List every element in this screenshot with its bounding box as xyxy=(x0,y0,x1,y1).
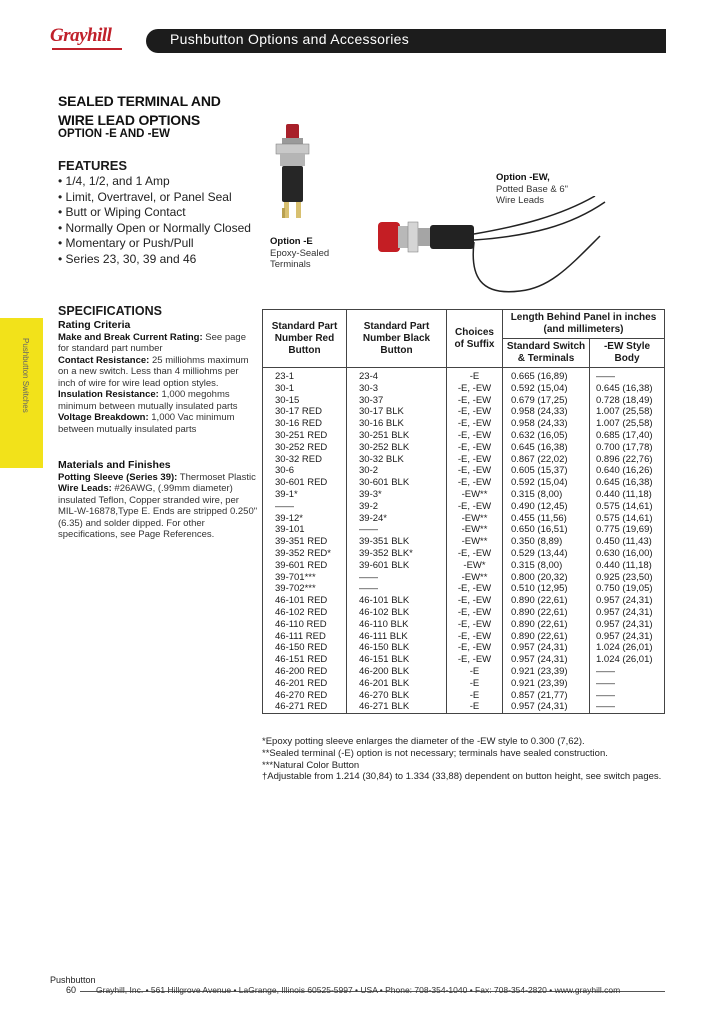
cell-suffix: -EW** xyxy=(447,536,503,548)
cell-ew-length: 0.645 (16,38) xyxy=(590,477,665,489)
cell-red-part: 46-110 RED xyxy=(263,619,347,631)
cell-red-part: 30-6 xyxy=(263,465,347,477)
option-ew-caption xyxy=(496,172,568,207)
cell-suffix: -EW** xyxy=(447,489,503,501)
spec-text: 1,000 megohms minimum between mutually insulated parts xyxy=(58,389,238,412)
cell-suffix: -E, -EW xyxy=(447,619,503,631)
cell-suffix: -E, -EW xyxy=(447,595,503,607)
table-row xyxy=(263,383,665,395)
cell-red-part: 30-32 RED xyxy=(263,454,347,466)
cell-black-part: 30-32 BLK xyxy=(347,454,447,466)
rating-criteria-heading: Rating Criteria xyxy=(58,319,131,331)
cell-suffix: -E xyxy=(447,678,503,690)
col-std-switch: Standard Switch & Terminals xyxy=(503,339,590,368)
table-row xyxy=(263,489,665,501)
cell-ew-length: 0.957 (24,31) xyxy=(590,607,665,619)
option-e-caption xyxy=(270,236,329,271)
spec-label: Voltage Breakdown: xyxy=(58,412,149,423)
cell-red-part: —— xyxy=(263,501,347,513)
cell-black-part: —— xyxy=(347,524,447,536)
page-subtitle: OPTION -E AND -EW xyxy=(58,128,171,140)
cell-suffix: -E, -EW xyxy=(447,642,503,654)
logo-underline xyxy=(52,48,122,50)
cell-std-length: 0.921 (23,39) xyxy=(503,678,590,690)
cell-suffix: -E xyxy=(447,368,503,383)
cell-std-length: 0.529 (13,44) xyxy=(503,548,590,560)
table-row xyxy=(263,666,665,678)
cell-std-length: 0.665 (16,89) xyxy=(503,368,590,383)
cell-std-length: 0.957 (24,31) xyxy=(503,701,590,713)
cell-ew-length: 0.575 (14,61) xyxy=(590,513,665,525)
cell-ew-length: 1.024 (26,01) xyxy=(590,642,665,654)
table-row xyxy=(263,560,665,572)
table-row xyxy=(263,536,665,548)
cell-suffix: -E xyxy=(447,701,503,713)
cell-ew-length: 1.007 (25,58) xyxy=(590,406,665,418)
table-row xyxy=(263,465,665,477)
footer-page-number: 60 xyxy=(66,985,77,995)
table-row xyxy=(263,477,665,489)
feature-item: • 1/4, 1/2, and 1 Amp xyxy=(58,174,251,190)
cell-std-length: 0.490 (12,45) xyxy=(503,501,590,513)
cell-suffix: -E, -EW xyxy=(447,583,503,595)
cell-std-length: 0.350 (8,89) xyxy=(503,536,590,548)
cell-ew-length: 0.925 (23,50) xyxy=(590,572,665,584)
features-list xyxy=(58,174,251,267)
table-row xyxy=(263,572,665,584)
side-tab-label: Pushbutton Switches xyxy=(21,338,30,413)
cell-ew-length: 0.685 (17,40) xyxy=(590,430,665,442)
cell-ew-length: 0.957 (24,31) xyxy=(590,595,665,607)
cell-red-part: 39-701*** xyxy=(263,572,347,584)
cell-black-part: 46-271 BLK xyxy=(347,701,447,713)
cell-std-length: 0.958 (24,33) xyxy=(503,418,590,430)
cell-std-length: 0.890 (22,61) xyxy=(503,607,590,619)
table-row xyxy=(263,442,665,454)
spec-label: Contact Resistance: xyxy=(58,354,150,366)
material-item xyxy=(58,472,258,484)
material-item xyxy=(58,483,258,541)
cell-std-length: 0.679 (17,25) xyxy=(503,395,590,407)
cell-suffix: -EW* xyxy=(447,560,503,572)
cell-std-length: 0.890 (22,61) xyxy=(503,595,590,607)
table-row xyxy=(263,631,665,643)
cell-ew-length: —— xyxy=(590,678,665,690)
cell-ew-length: 0.440 (11,18) xyxy=(590,560,665,572)
spec-item xyxy=(58,332,258,355)
cell-ew-length: —— xyxy=(590,368,665,383)
table-row xyxy=(263,690,665,702)
feature-item: • Butt or Wiping Contact xyxy=(58,205,251,221)
footnote: †Adjustable from 1.214 (30,84) to 1.334 (33,88) dependent on button height, see switch pages. xyxy=(262,771,662,783)
col-choices: Choices of Suffix xyxy=(447,310,503,368)
cell-ew-length: —— xyxy=(590,701,665,713)
cell-black-part: 30-601 BLK xyxy=(347,477,447,489)
cell-black-part: 46-201 BLK xyxy=(347,678,447,690)
cell-std-length: 0.958 (24,33) xyxy=(503,406,590,418)
page-title xyxy=(58,92,221,130)
cell-black-part: 30-17 BLK xyxy=(347,406,447,418)
cell-std-length: 0.605 (15,37) xyxy=(503,465,590,477)
cell-suffix: -E, -EW xyxy=(447,477,503,489)
cell-black-part: 30-37 xyxy=(347,395,447,407)
cell-suffix: -E, -EW xyxy=(447,501,503,513)
cell-suffix: -E, -EW xyxy=(447,654,503,666)
grayhill-logo: Grayhill xyxy=(50,25,112,46)
spec-item xyxy=(58,412,258,435)
spec-label: Make and Break Current Rating: xyxy=(58,331,203,343)
cell-suffix: -E, -EW xyxy=(447,465,503,477)
cell-ew-length: 0.957 (24,31) xyxy=(590,619,665,631)
cell-std-length: 0.957 (24,31) xyxy=(503,642,590,654)
cell-red-part: 39-1* xyxy=(263,489,347,501)
table-row xyxy=(263,418,665,430)
cell-suffix: -E, -EW xyxy=(447,454,503,466)
table-row xyxy=(263,395,665,407)
cell-red-part: 46-270 RED xyxy=(263,690,347,702)
spec-label: Insulation Resistance: xyxy=(58,389,159,400)
cell-red-part: 46-151 RED xyxy=(263,654,347,666)
cell-suffix: -E, -EW xyxy=(447,418,503,430)
cell-ew-length: 0.896 (22,76) xyxy=(590,454,665,466)
table-row xyxy=(263,701,665,713)
table-row xyxy=(263,595,665,607)
table-row xyxy=(263,583,665,595)
spec-item xyxy=(58,389,258,412)
cell-ew-length: 0.957 (24,31) xyxy=(590,631,665,643)
cell-black-part: 46-102 BLK xyxy=(347,607,447,619)
option-e-label: Option -E xyxy=(270,236,313,247)
cell-suffix: -E, -EW xyxy=(447,548,503,560)
cell-red-part: 30-601 RED xyxy=(263,477,347,489)
rating-criteria-block xyxy=(58,320,258,435)
feature-item: • Limit, Overtravel, or Panel Seal xyxy=(58,190,251,206)
table-row xyxy=(263,607,665,619)
cell-red-part: 46-101 RED xyxy=(263,595,347,607)
cell-black-part: 39-601 BLK xyxy=(347,560,447,572)
features-heading: FEATURES xyxy=(58,158,128,173)
option-ew-desc-1: Potted Base & 6" xyxy=(496,183,569,195)
cell-std-length: 0.315 (8,00) xyxy=(503,489,590,501)
materials-heading: Materials and Finishes xyxy=(58,459,171,471)
cell-suffix: -E, -EW xyxy=(447,631,503,643)
cell-ew-length: 1.024 (26,01) xyxy=(590,654,665,666)
cell-red-part: 46-201 RED xyxy=(263,678,347,690)
cell-black-part: 30-3 xyxy=(347,383,447,395)
footer-category: Pushbutton xyxy=(50,975,96,985)
cell-black-part: 46-111 BLK xyxy=(347,631,447,643)
cell-ew-length: 0.450 (11,43) xyxy=(590,536,665,548)
cell-black-part: 46-151 BLK xyxy=(347,654,447,666)
spec-text: 1,000 Vac minimum between mutually insulated parts xyxy=(58,412,235,435)
cell-std-length: 0.315 (8,00) xyxy=(503,560,590,572)
cell-std-length: 0.957 (24,31) xyxy=(503,654,590,666)
cell-black-part: 39-352 BLK* xyxy=(347,548,447,560)
cell-ew-length: 0.645 (16,38) xyxy=(590,383,665,395)
cell-ew-length: —— xyxy=(590,666,665,678)
cell-ew-length: 0.750 (19,05) xyxy=(590,583,665,595)
table-row xyxy=(263,619,665,631)
cell-red-part: 39-702*** xyxy=(263,583,347,595)
cell-ew-length: 0.630 (16,00) xyxy=(590,548,665,560)
cell-black-part: 30-2 xyxy=(347,465,447,477)
cell-black-part: 30-252 BLK xyxy=(347,442,447,454)
table-row xyxy=(263,524,665,536)
cell-std-length: 0.921 (23,39) xyxy=(503,666,590,678)
table-row xyxy=(263,501,665,513)
part-number-table xyxy=(262,309,665,714)
material-text: #26AWG, (.99mm diameter) insulated Teflon, Copper stranded wire, per MIL-W-16878,Type E. Ends are stripped 0.250" (6.35) and solder dipped. For other specifications, see Page References. xyxy=(58,483,258,540)
cell-red-part: 39-12* xyxy=(263,513,347,525)
cell-suffix: -EW** xyxy=(447,572,503,584)
title-line-1: SEALED TERMINAL AND xyxy=(58,93,221,109)
col-length: Length Behind Panel in inches (and millimeters) xyxy=(503,310,665,339)
cell-suffix: -E, -EW xyxy=(447,442,503,454)
feature-item: • Momentary or Push/Pull xyxy=(58,236,251,252)
cell-ew-length: 0.575 (14,61) xyxy=(590,501,665,513)
feature-item: • Series 23, 30, 39 and 46 xyxy=(58,252,251,268)
cell-black-part: 46-270 BLK xyxy=(347,690,447,702)
col-std-blk: Standard Part Number Black Button xyxy=(347,310,447,368)
cell-suffix: -E, -EW xyxy=(447,607,503,619)
cell-ew-length: —— xyxy=(590,690,665,702)
specifications-heading: SPECIFICATIONS xyxy=(58,304,162,318)
cell-red-part: 39-352 RED* xyxy=(263,548,347,560)
table-row xyxy=(263,454,665,466)
table-footnotes xyxy=(262,736,661,783)
cell-black-part: 23-4 xyxy=(347,368,447,383)
cell-std-length: 0.857 (21,77) xyxy=(503,690,590,702)
cell-black-part: 46-150 BLK xyxy=(347,642,447,654)
cell-red-part: 39-601 RED xyxy=(263,560,347,572)
cell-suffix: -EW** xyxy=(447,524,503,536)
cell-black-part: 46-110 BLK xyxy=(347,619,447,631)
table-row xyxy=(263,654,665,666)
cell-std-length: 0.592 (15,04) xyxy=(503,477,590,489)
cell-red-part: 46-111 RED xyxy=(263,631,347,643)
cell-ew-length: 0.700 (17,78) xyxy=(590,442,665,454)
cell-black-part: 39-3* xyxy=(347,489,447,501)
cell-black-part: 39-351 BLK xyxy=(347,536,447,548)
cell-black-part: —— xyxy=(347,583,447,595)
cell-black-part: 39-2 xyxy=(347,501,447,513)
table-row xyxy=(263,548,665,560)
cell-std-length: 0.455 (11,56) xyxy=(503,513,590,525)
cell-std-length: 0.890 (22,61) xyxy=(503,619,590,631)
table-row xyxy=(263,642,665,654)
spec-text: 25 milliohms maximum on a new switch. Less than 4 milliohms per inch of wire for wire lead option styles. xyxy=(58,354,249,389)
cell-ew-length: 0.728 (18,49) xyxy=(590,395,665,407)
table-row xyxy=(263,406,665,418)
cell-black-part: 39-24* xyxy=(347,513,447,525)
cell-red-part: 30-252 RED xyxy=(263,442,347,454)
cell-std-length: 0.645 (16,38) xyxy=(503,442,590,454)
cell-std-length: 0.510 (12,95) xyxy=(503,583,590,595)
cell-suffix: -EW** xyxy=(447,513,503,525)
cell-red-part: 46-102 RED xyxy=(263,607,347,619)
cell-suffix: -E xyxy=(447,666,503,678)
cell-black-part: 30-16 BLK xyxy=(347,418,447,430)
option-e-desc-2: Terminals xyxy=(270,259,311,270)
cell-red-part: 23-1 xyxy=(263,368,347,383)
cell-ew-length: 1.007 (25,58) xyxy=(590,418,665,430)
cell-std-length: 0.890 (22,61) xyxy=(503,631,590,643)
cell-red-part: 30-251 RED xyxy=(263,430,347,442)
cell-suffix: -E, -EW xyxy=(447,430,503,442)
cell-red-part: 46-150 RED xyxy=(263,642,347,654)
col-std-red: Standard Part Number Red Button xyxy=(263,310,347,368)
page-header-title: Pushbutton Options and Accessories xyxy=(170,31,410,47)
cell-red-part: 30-15 xyxy=(263,395,347,407)
spec-text: See page for standard part number xyxy=(58,331,246,354)
table-row xyxy=(263,678,665,690)
cell-red-part: 39-101 xyxy=(263,524,347,536)
cell-suffix: -E, -EW xyxy=(447,395,503,407)
cell-black-part: 46-200 BLK xyxy=(347,666,447,678)
feature-item: • Normally Open or Normally Closed xyxy=(58,221,251,237)
material-text: Thermoset Plastic xyxy=(179,471,256,483)
cell-red-part: 30-16 RED xyxy=(263,418,347,430)
col-ew-body: -EW Style Body xyxy=(590,339,665,368)
table-row xyxy=(263,368,665,383)
option-ew-label: Option -EW, xyxy=(496,172,550,183)
cell-black-part: 30-251 BLK xyxy=(347,430,447,442)
cell-red-part: 46-271 RED xyxy=(263,701,347,713)
materials-block xyxy=(58,460,258,541)
cell-black-part: —— xyxy=(347,572,447,584)
cell-suffix: -E, -EW xyxy=(447,406,503,418)
footnote: ***Natural Color Button xyxy=(262,759,360,771)
footnote: **Sealed terminal (-E) option is not necessary; terminals have sealed construction. xyxy=(262,747,608,759)
spec-item xyxy=(58,355,258,390)
cell-suffix: -E, -EW xyxy=(447,383,503,395)
cell-black-part: 46-101 BLK xyxy=(347,595,447,607)
cell-ew-length: 0.640 (16,26) xyxy=(590,465,665,477)
material-label: Potting Sleeve (Series 39): xyxy=(58,471,178,483)
cell-red-part: 30-17 RED xyxy=(263,406,347,418)
wire-lead-switch-photo xyxy=(370,196,610,306)
part-number-table-body xyxy=(263,368,665,714)
cell-std-length: 0.650 (16,51) xyxy=(503,524,590,536)
table-row xyxy=(263,513,665,525)
cell-std-length: 0.632 (16,05) xyxy=(503,430,590,442)
title-line-2: WIRE LEAD OPTIONS xyxy=(58,112,201,128)
option-e-desc-1: Epoxy-Sealed xyxy=(270,247,330,259)
cell-ew-length: 0.775 (19,69) xyxy=(590,524,665,536)
cell-red-part: 39-351 RED xyxy=(263,536,347,548)
table-row xyxy=(263,430,665,442)
footnote: *Epoxy potting sleeve enlarges the diameter of the -EW style to 0.300 (7,62). xyxy=(262,736,585,747)
cell-std-length: 0.867 (22,02) xyxy=(503,454,590,466)
option-ew-desc-2: Wire Leads xyxy=(496,195,545,206)
cell-std-length: 0.592 (15,04) xyxy=(503,383,590,395)
footer-address: Grayhill, Inc. • 561 Hillgrove Avenue • LaGrange, Illinois 60525-5997 • USA • Phone: 708-354-1040 • Fax: 708-354-2820 • www.grayhill.com xyxy=(96,985,621,995)
cell-red-part: 30-1 xyxy=(263,383,347,395)
pushbutton-photo xyxy=(268,122,318,234)
cell-ew-length: 0.440 (11,18) xyxy=(590,489,665,501)
cell-red-part: 46-200 RED xyxy=(263,666,347,678)
material-label: Wire Leads: xyxy=(58,483,112,494)
cell-std-length: 0.800 (20,32) xyxy=(503,572,590,584)
cell-suffix: -E xyxy=(447,690,503,702)
